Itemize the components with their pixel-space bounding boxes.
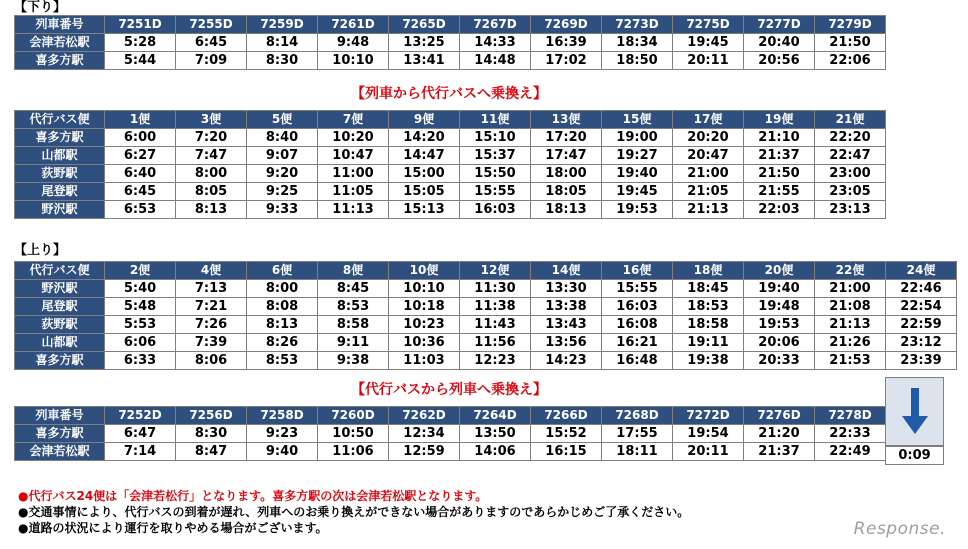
time-cell: 9:38 <box>318 352 389 370</box>
time-cell: 13:41 <box>389 52 460 70</box>
time-cell: 15:10 <box>460 129 531 147</box>
time-cell: 8:14 <box>247 34 318 52</box>
table-row <box>15 334 957 352</box>
time-cell: 18:50 <box>602 52 673 70</box>
column-header: 22便 <box>815 262 886 280</box>
time-cell: 22:06 <box>815 52 886 70</box>
time-cell: 23:00 <box>815 165 886 183</box>
time-cell: 18:00 <box>531 165 602 183</box>
time-cell: 14:06 <box>460 443 531 461</box>
time-cell: 19:11 <box>673 334 744 352</box>
time-cell: 7:47 <box>176 147 247 165</box>
column-header: 7便 <box>318 111 389 129</box>
column-header: 7277D <box>744 16 815 34</box>
time-cell: 22:46 <box>886 280 957 298</box>
arrow-down-icon <box>902 388 928 436</box>
time-cell: 8:53 <box>247 352 318 370</box>
time-cell: 9:07 <box>247 147 318 165</box>
time-cell: 9:25 <box>247 183 318 201</box>
time-cell: 12:23 <box>460 352 531 370</box>
time-cell: 20:11 <box>673 52 744 70</box>
note-item: ●代行バス24便は「会津若松行」となります。喜多方駅の次は会津若松駅となります。 <box>18 489 488 503</box>
time-cell: 18:45 <box>673 280 744 298</box>
table-row <box>15 147 886 165</box>
time-cell: 14:33 <box>460 34 531 52</box>
note-item: ●交通事情により、代行バスの到着が遅れ、列車へのお乗り換えができない場合がありますのであらかじめご了承ください。 <box>18 505 690 519</box>
column-header: 21便 <box>815 111 886 129</box>
table-row <box>15 52 886 70</box>
time-cell: 20:56 <box>744 52 815 70</box>
time-cell: 22:03 <box>744 201 815 219</box>
time-cell: 16:08 <box>602 316 673 334</box>
table-row <box>15 443 886 461</box>
time-cell: 23:12 <box>886 334 957 352</box>
time-cell: 9:33 <box>247 201 318 219</box>
up-transfer-label: 【代行バスから列車へ乗換え】 <box>351 382 547 398</box>
time-cell: 7:13 <box>176 280 247 298</box>
time-cell: 19:45 <box>673 34 744 52</box>
section-label-down: 【下り】 <box>14 0 67 15</box>
time-cell: 15:37 <box>460 147 531 165</box>
time-cell: 8:47 <box>176 443 247 461</box>
time-cell: 6:40 <box>105 165 176 183</box>
column-header: 16便 <box>602 262 673 280</box>
time-cell: 18:58 <box>673 316 744 334</box>
time-cell: 22:59 <box>886 316 957 334</box>
time-cell: 10:20 <box>318 129 389 147</box>
time-cell: 18:11 <box>602 443 673 461</box>
time-cell: 20:47 <box>673 147 744 165</box>
time-cell: 21:55 <box>744 183 815 201</box>
column-header: 4便 <box>176 262 247 280</box>
header-row <box>15 262 957 280</box>
column-header: 7255D <box>176 16 247 34</box>
time-cell: 13:56 <box>531 334 602 352</box>
down-train-table <box>14 15 886 70</box>
column-header: 15便 <box>602 111 673 129</box>
time-cell: 11:13 <box>318 201 389 219</box>
time-cell: 17:55 <box>602 425 673 443</box>
station-name: 野沢駅 <box>15 201 105 219</box>
time-cell: 20:06 <box>744 334 815 352</box>
time-cell: 19:27 <box>602 147 673 165</box>
time-cell: 14:48 <box>460 52 531 70</box>
time-cell: 22:54 <box>886 298 957 316</box>
time-cell: 15:00 <box>389 165 460 183</box>
station-name: 山都駅 <box>15 147 105 165</box>
time-cell: 21:37 <box>744 147 815 165</box>
time-cell: 6:27 <box>105 147 176 165</box>
time-cell: 14:47 <box>389 147 460 165</box>
time-cell: 16:03 <box>460 201 531 219</box>
station-name: 喜多方駅 <box>15 352 105 370</box>
time-cell: 13:50 <box>460 425 531 443</box>
table-row <box>15 280 957 298</box>
note-item: ●道路の状況により運行を取りやめる場合がございます。 <box>18 521 328 535</box>
time-cell: 21:10 <box>744 129 815 147</box>
time-cell: 23:05 <box>815 183 886 201</box>
time-cell: 9:20 <box>247 165 318 183</box>
time-cell: 9:11 <box>318 334 389 352</box>
time-cell: 10:10 <box>389 280 460 298</box>
column-header: 7256D <box>176 407 247 425</box>
time-cell: 5:48 <box>105 298 176 316</box>
time-cell: 17:47 <box>531 147 602 165</box>
time-cell: 19:45 <box>602 183 673 201</box>
time-cell: 10:50 <box>318 425 389 443</box>
time-cell: 17:02 <box>531 52 602 70</box>
station-name: 会津若松駅 <box>15 34 105 52</box>
row-header-title: 代行バス便 <box>15 111 105 129</box>
table-row <box>15 183 886 201</box>
station-name: 荻野駅 <box>15 316 105 334</box>
time-cell: 6:00 <box>105 129 176 147</box>
time-cell: 16:15 <box>531 443 602 461</box>
column-header: 7275D <box>673 16 744 34</box>
time-cell: 16:39 <box>531 34 602 52</box>
time-cell: 16:21 <box>602 334 673 352</box>
last-bus-arrival-table <box>885 446 944 465</box>
time-cell: 21:50 <box>815 34 886 52</box>
column-header: 7251D <box>105 16 176 34</box>
time-cell: 20:33 <box>744 352 815 370</box>
time-cell: 21:08 <box>815 298 886 316</box>
time-cell: 22:33 <box>815 425 886 443</box>
time-cell: 10:36 <box>389 334 460 352</box>
section-label-up: 【上り】 <box>14 243 67 258</box>
down-transfer-label: 【列車から代行バスへ乗換え】 <box>351 86 547 102</box>
time-cell: 19:53 <box>602 201 673 219</box>
time-cell: 18:13 <box>531 201 602 219</box>
time-cell: 19:38 <box>673 352 744 370</box>
time-cell: 8:26 <box>247 334 318 352</box>
column-header: 17便 <box>673 111 744 129</box>
time-cell: 15:52 <box>531 425 602 443</box>
time-cell: 8:30 <box>247 52 318 70</box>
column-header: 7272D <box>673 407 744 425</box>
time-cell: 11:06 <box>318 443 389 461</box>
column-header: 7267D <box>460 16 531 34</box>
column-header: 7252D <box>105 407 176 425</box>
time-cell: 11:05 <box>318 183 389 201</box>
column-header: 9便 <box>389 111 460 129</box>
time-cell: 7:09 <box>176 52 247 70</box>
column-header: 10便 <box>389 262 460 280</box>
time-cell: 11:43 <box>460 316 531 334</box>
column-header: 24便 <box>886 262 957 280</box>
column-header: 7273D <box>602 16 673 34</box>
time-cell: 6:45 <box>105 183 176 201</box>
column-header: 5便 <box>247 111 318 129</box>
notes <box>18 488 689 536</box>
time-cell: 6:53 <box>105 201 176 219</box>
column-header: 13便 <box>531 111 602 129</box>
table-row <box>15 34 886 52</box>
time-cell: 7:14 <box>105 443 176 461</box>
station-name: 尾登駅 <box>15 183 105 201</box>
time-cell: 15:55 <box>460 183 531 201</box>
time-cell: 13:30 <box>531 280 602 298</box>
time-cell: 18:05 <box>531 183 602 201</box>
time-cell: 8:45 <box>318 280 389 298</box>
row-header-title: 列車番号 <box>15 16 105 34</box>
time-cell: 13:38 <box>531 298 602 316</box>
time-cell: 18:53 <box>673 298 744 316</box>
time-cell: 11:00 <box>318 165 389 183</box>
time-cell: 21:50 <box>744 165 815 183</box>
row-header-title: 列車番号 <box>15 407 105 425</box>
time-cell: 11:03 <box>389 352 460 370</box>
time-cell: 23:39 <box>886 352 957 370</box>
table-row <box>15 201 886 219</box>
table-row <box>15 298 957 316</box>
column-header: 19便 <box>744 111 815 129</box>
time-cell: 20:40 <box>744 34 815 52</box>
column-header: 20便 <box>744 262 815 280</box>
time-cell: 15:55 <box>602 280 673 298</box>
time-cell: 21:20 <box>744 425 815 443</box>
time-cell: 19:54 <box>673 425 744 443</box>
time-cell: 10:10 <box>318 52 389 70</box>
column-header: 7268D <box>602 407 673 425</box>
time-cell: 8:13 <box>247 316 318 334</box>
column-header: 7262D <box>389 407 460 425</box>
time-cell: 5:40 <box>105 280 176 298</box>
up-train-table <box>14 406 886 461</box>
table-row <box>15 129 886 147</box>
time-cell: 22:20 <box>815 129 886 147</box>
time-cell: 11:38 <box>460 298 531 316</box>
time-cell: 21:26 <box>815 334 886 352</box>
time-cell: 8:58 <box>318 316 389 334</box>
time-cell: 10:47 <box>318 147 389 165</box>
column-header: 7264D <box>460 407 531 425</box>
header-row <box>15 111 886 129</box>
time-cell: 12:34 <box>389 425 460 443</box>
time-cell: 10:23 <box>389 316 460 334</box>
column-header: 8便 <box>318 262 389 280</box>
time-cell: 5:28 <box>105 34 176 52</box>
time-cell: 9:48 <box>318 34 389 52</box>
time-cell: 11:56 <box>460 334 531 352</box>
time-cell: 10:18 <box>389 298 460 316</box>
column-header: 2便 <box>105 262 176 280</box>
time-cell: 21:13 <box>815 316 886 334</box>
column-header: 11便 <box>460 111 531 129</box>
table-row <box>15 316 957 334</box>
time-cell: 21:53 <box>815 352 886 370</box>
time-cell: 17:20 <box>531 129 602 147</box>
time-cell: 21:05 <box>673 183 744 201</box>
time-cell: 12:59 <box>389 443 460 461</box>
time-cell: 9:23 <box>247 425 318 443</box>
column-header: 7258D <box>247 407 318 425</box>
header-row <box>15 407 886 425</box>
column-header: 7266D <box>531 407 602 425</box>
header-row <box>15 16 886 34</box>
station-name: 喜多方駅 <box>15 129 105 147</box>
time-cell: 6:33 <box>105 352 176 370</box>
time-cell: 8:13 <box>176 201 247 219</box>
time-cell: 21:00 <box>673 165 744 183</box>
table-row <box>15 352 957 370</box>
column-header: 7265D <box>389 16 460 34</box>
time-cell: 19:40 <box>744 280 815 298</box>
time-cell: 6:06 <box>105 334 176 352</box>
time-cell: 19:40 <box>602 165 673 183</box>
time-cell: 7:20 <box>176 129 247 147</box>
column-header: 7261D <box>318 16 389 34</box>
station-name: 尾登駅 <box>15 298 105 316</box>
time-cell: 18:34 <box>602 34 673 52</box>
column-header: 7279D <box>815 16 886 34</box>
time-cell: 21:37 <box>744 443 815 461</box>
time-cell: 21:13 <box>673 201 744 219</box>
time-cell: 19:53 <box>744 316 815 334</box>
column-header: 14便 <box>531 262 602 280</box>
column-header: 18便 <box>673 262 744 280</box>
time-cell: 14:20 <box>389 129 460 147</box>
time-cell: 14:23 <box>531 352 602 370</box>
time-cell: 6:45 <box>176 34 247 52</box>
up-bus-table <box>14 261 957 370</box>
column-header: 7276D <box>744 407 815 425</box>
time-cell: 8:08 <box>247 298 318 316</box>
table-row <box>15 165 886 183</box>
column-header: 7269D <box>531 16 602 34</box>
time-cell: 8:06 <box>176 352 247 370</box>
column-header: 7259D <box>247 16 318 34</box>
last-bus-continuation <box>885 377 944 446</box>
time-cell: 13:25 <box>389 34 460 52</box>
time-cell: 11:30 <box>460 280 531 298</box>
time-cell: 8:30 <box>176 425 247 443</box>
station-name: 野沢駅 <box>15 280 105 298</box>
time-cell: 6:47 <box>105 425 176 443</box>
station-name: 荻野駅 <box>15 165 105 183</box>
column-header: 7260D <box>318 407 389 425</box>
time-cell: 8:40 <box>247 129 318 147</box>
response-logo: Response. <box>853 519 946 539</box>
time-cell: 5:53 <box>105 316 176 334</box>
time-cell: 7:39 <box>176 334 247 352</box>
column-header: 3便 <box>176 111 247 129</box>
time-cell: 23:13 <box>815 201 886 219</box>
time-cell: 8:53 <box>318 298 389 316</box>
time-cell: 8:00 <box>247 280 318 298</box>
time-cell: 7:26 <box>176 316 247 334</box>
time-cell: 15:13 <box>389 201 460 219</box>
time-cell: 22:49 <box>815 443 886 461</box>
time-cell: 8:00 <box>176 165 247 183</box>
time-cell: 13:43 <box>531 316 602 334</box>
time-cell: 20:11 <box>673 443 744 461</box>
column-header: 6便 <box>247 262 318 280</box>
column-header: 7278D <box>815 407 886 425</box>
time-cell: 21:00 <box>815 280 886 298</box>
time-cell: 16:03 <box>602 298 673 316</box>
last-bus-arrival: 0:09 <box>886 447 944 465</box>
station-name: 山都駅 <box>15 334 105 352</box>
station-name: 喜多方駅 <box>15 52 105 70</box>
time-cell: 22:47 <box>815 147 886 165</box>
station-name: 会津若松駅 <box>15 443 105 461</box>
time-cell: 15:05 <box>389 183 460 201</box>
table-row <box>15 425 886 443</box>
column-header: 12便 <box>460 262 531 280</box>
time-cell: 9:40 <box>247 443 318 461</box>
down-bus-table <box>14 110 886 219</box>
time-cell: 16:48 <box>602 352 673 370</box>
station-name: 喜多方駅 <box>15 425 105 443</box>
column-header: 1便 <box>105 111 176 129</box>
row-header-title: 代行バス便 <box>15 262 105 280</box>
time-cell: 15:50 <box>460 165 531 183</box>
time-cell: 20:20 <box>673 129 744 147</box>
time-cell: 19:48 <box>744 298 815 316</box>
time-cell: 8:05 <box>176 183 247 201</box>
time-cell: 19:00 <box>602 129 673 147</box>
time-cell: 5:44 <box>105 52 176 70</box>
time-cell: 7:21 <box>176 298 247 316</box>
